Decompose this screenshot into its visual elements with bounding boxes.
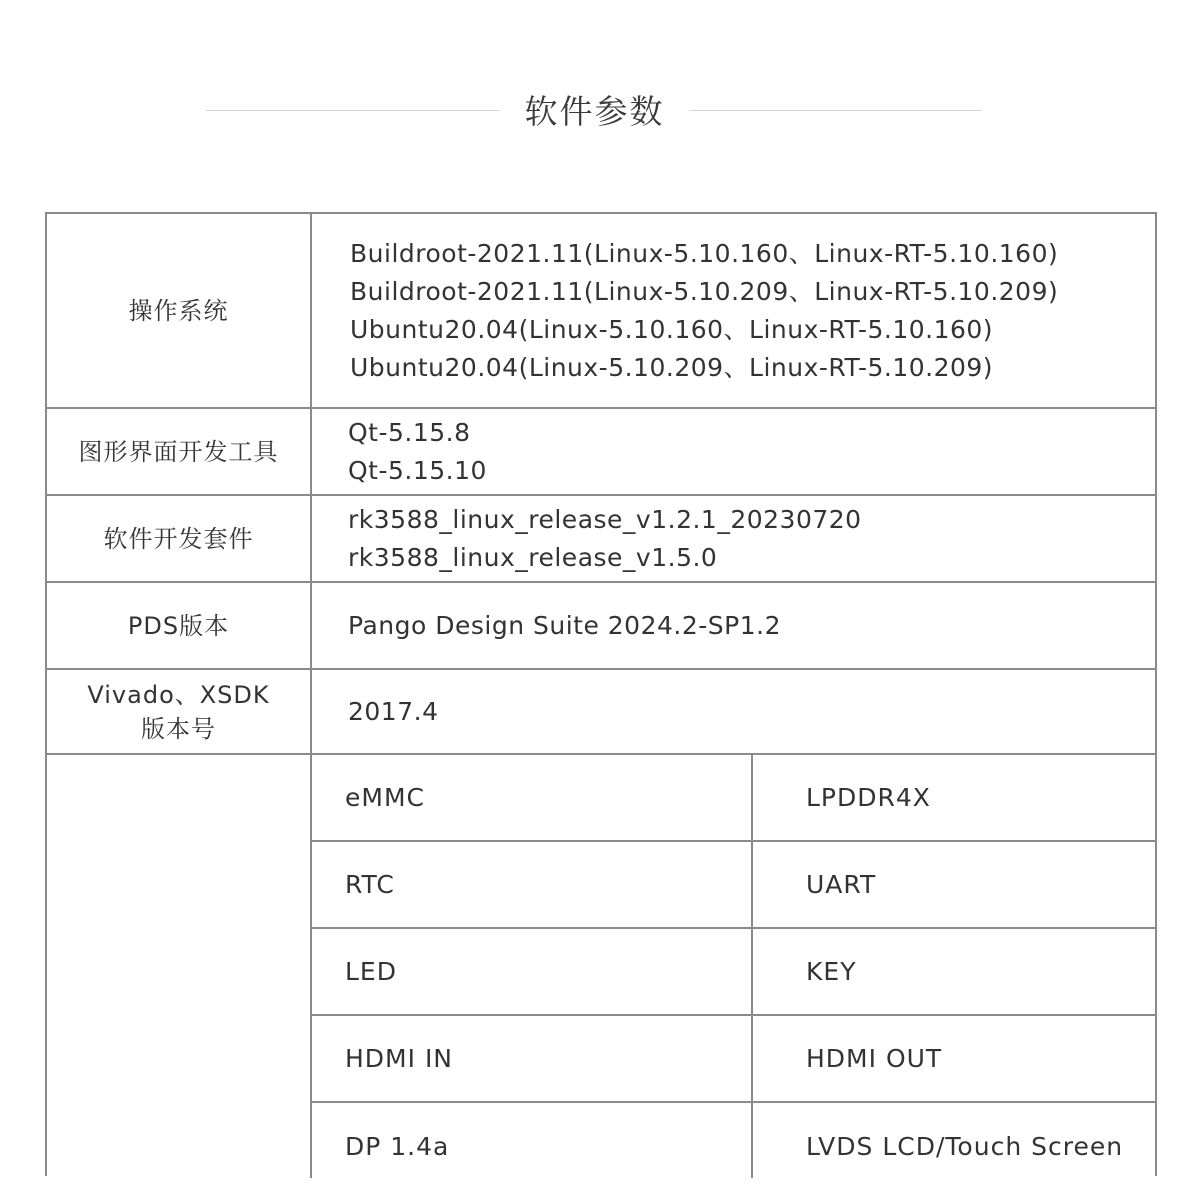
row-label-pds: PDS版本 xyxy=(47,583,312,668)
row-value-vivado xyxy=(312,670,1155,753)
row-value-os xyxy=(312,214,1155,407)
function-item: HDMI IN xyxy=(345,1044,454,1073)
os-value-line: Ubuntu20.04(Linux-5.10.209、Linux-RT-5.10.209) xyxy=(350,352,994,382)
row-value-sdk xyxy=(312,496,1155,581)
function-item: UART xyxy=(806,870,877,899)
function-item: RTC xyxy=(345,870,395,899)
function-item: LPDDR4X xyxy=(806,783,931,812)
pds-value-line: Pango Design Suite 2024.2-SP1.2 xyxy=(348,610,781,640)
software-params-table xyxy=(45,212,1157,1176)
function-row xyxy=(312,1016,1155,1103)
row-value-gui-tools xyxy=(312,409,1155,494)
gui-tools-value-line: Qt-5.15.10 xyxy=(348,455,487,485)
row-value-pds xyxy=(312,583,1155,668)
vivado-value-line: 2017.4 xyxy=(348,696,439,726)
table-row-pds xyxy=(47,583,1155,670)
function-item: KEY xyxy=(806,957,857,986)
header-divider-left xyxy=(206,110,500,111)
gui-tools-value-line: Qt-5.15.8 xyxy=(348,417,471,447)
table-row-vivado xyxy=(47,670,1155,755)
vivado-label-line1: Vivado、XSDK xyxy=(87,680,270,709)
table-row-gui-tools xyxy=(47,409,1155,496)
function-item: DP 1.4a xyxy=(345,1132,450,1161)
row-label-gui-tools: 图形界面开发工具 xyxy=(47,409,312,494)
section-header xyxy=(0,80,1200,140)
row-label-sdk: 软件开发套件 xyxy=(47,496,312,581)
function-row xyxy=(312,842,1155,929)
section-title: 软件参数 xyxy=(524,92,665,131)
function-item: LVDS LCD/Touch Screen xyxy=(806,1132,1124,1161)
row-label-os: 操作系统 xyxy=(47,214,312,407)
os-value-line: Ubuntu20.04(Linux-5.10.160、Linux-RT-5.10.160) xyxy=(350,314,994,344)
os-value-line: Buildroot-2021.11(Linux-5.10.160、Linux-RT-5.10.160) xyxy=(350,238,1059,268)
table-row-sdk xyxy=(47,496,1155,583)
functions-label-cell xyxy=(47,755,312,1178)
functions-grid xyxy=(312,755,1155,1178)
table-row-os xyxy=(47,214,1155,409)
function-item: LED xyxy=(345,957,397,986)
sdk-value-line: rk3588_linux_release_v1.2.1_20230720 xyxy=(348,504,862,534)
os-value-line: Buildroot-2021.11(Linux-5.10.209、Linux-RT-5.10.209) xyxy=(350,276,1059,306)
function-row xyxy=(312,755,1155,842)
header-divider-right xyxy=(689,110,982,111)
row-label-vivado xyxy=(47,670,312,753)
vivado-label-line2: 版本号 xyxy=(141,714,216,743)
function-row xyxy=(312,929,1155,1016)
function-row xyxy=(312,1103,1155,1190)
function-item: eMMC xyxy=(345,783,425,812)
function-item: HDMI OUT xyxy=(806,1044,943,1073)
sdk-value-line: rk3588_linux_release_v1.5.0 xyxy=(348,542,718,572)
